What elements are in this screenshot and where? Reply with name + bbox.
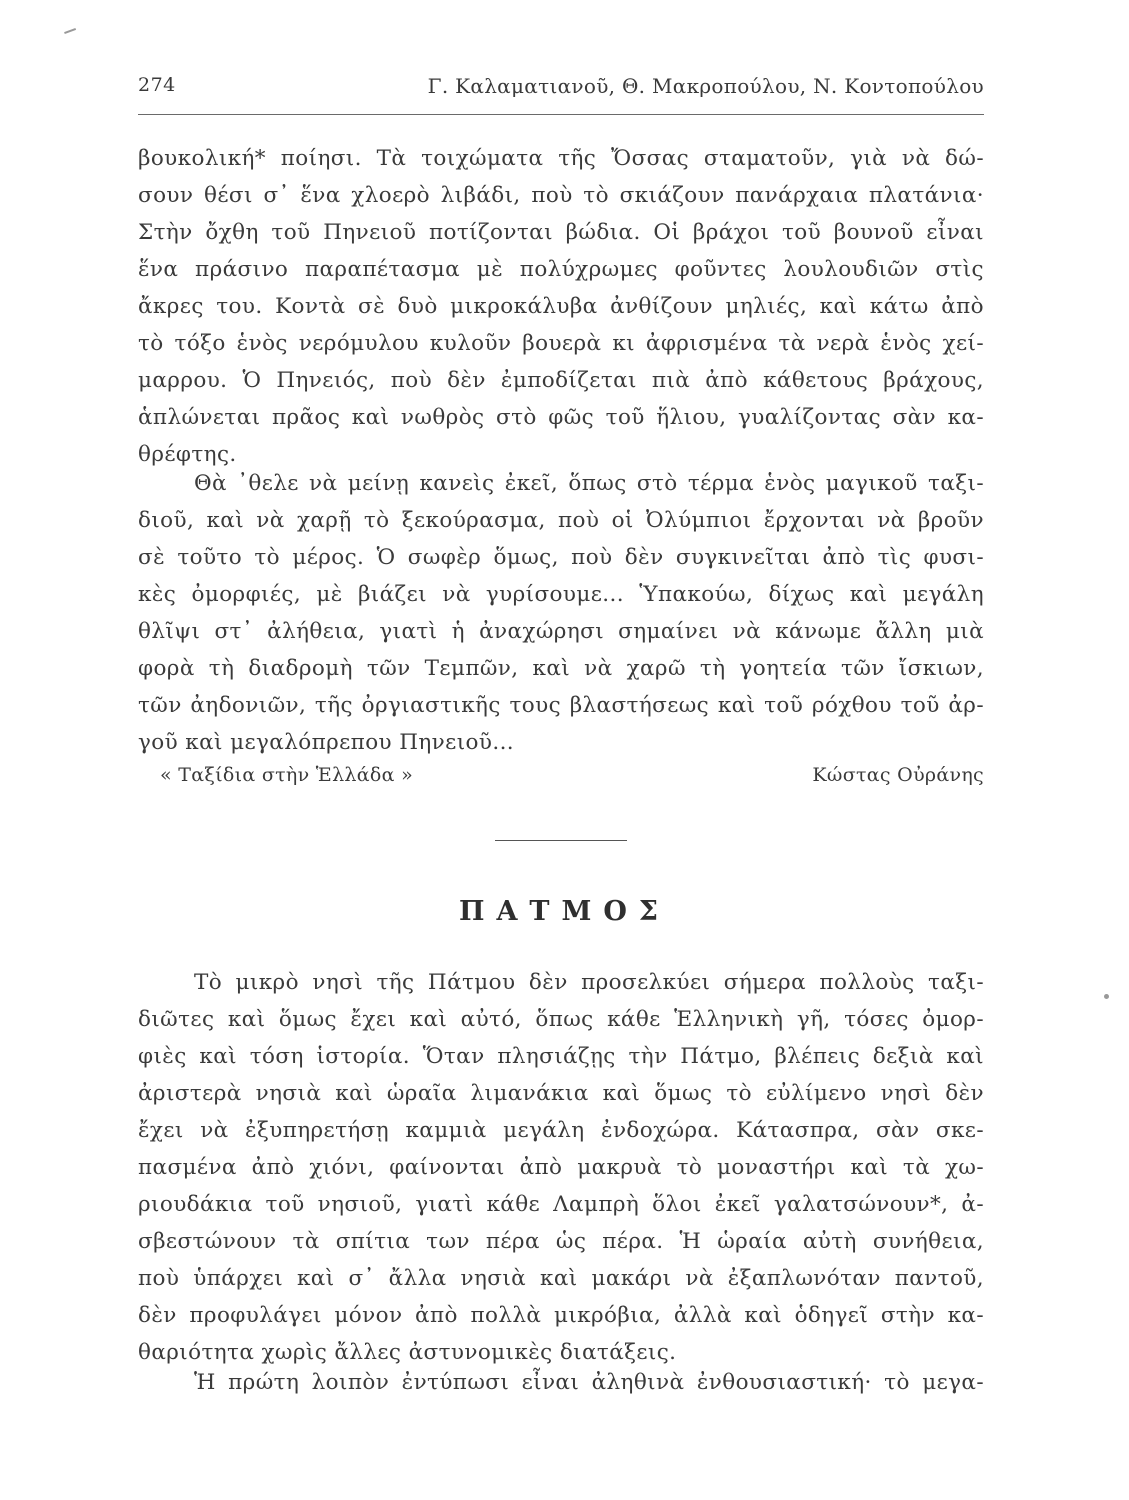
text-line: γοῦ καὶ μεγαλόπρεπου Πηνειοῦ... <box>138 730 515 755</box>
section-divider <box>495 840 627 841</box>
source-title: « Ταξίδια στὴν Ἑλλάδα » <box>160 764 414 786</box>
text-line: ἁπλώνεται πρᾶος καὶ νωθρὸς στὸ φῶς τοῦ ἥλιου, γυαλίζοντας σὰν κα- <box>138 405 984 430</box>
text-line: ριουδάκια τοῦ νησιοῦ, γιατὶ κάθε Λαμπρὴ ὅλοι ἐκεῖ γαλατσώνουν*, ἀ- <box>138 1192 984 1217</box>
scan-speck <box>1104 994 1109 999</box>
text-line: Στὴν ὄχθη τοῦ Πηνειοῦ ποτίζονται βώδια. Οἱ βράχοι τοῦ βουνοῦ εἶναι <box>138 220 984 245</box>
text-line: ποὺ ὑπάρχει καὶ σ᾽ ἄλλα νησιὰ καὶ μακάρι νὰ ἐξαπλωνόταν παντοῦ, <box>138 1266 984 1291</box>
text-line: θρέφτης. <box>138 442 237 467</box>
text-line: τὸ τόξο ἑνὸς νερόμυλου κυλοῦν βουερὰ κι ἀφρισμένα τὰ νερὰ ἑνὸς χεί- <box>138 331 984 356</box>
text-line: βουκολική* ποίησι. Τὰ τοιχώματα τῆς Ὄσσας σταματοῦν, γιὰ νὰ δώ- <box>138 146 984 171</box>
text-line: τῶν ἀηδονιῶν, τῆς ὀργιαστικῆς τους βλαστήσεως καὶ τοῦ ρόχθου τοῦ ἀρ- <box>138 693 984 718</box>
text-line: πασμένα ἀπὸ χιόνι, φαίνονται ἀπὸ μακρυὰ τὸ μοναστήρι καὶ τὰ χω- <box>138 1155 984 1180</box>
text-line: διοῦ, καὶ νὰ χαρῇ τὸ ξεκούρασμα, ποὺ οἱ Ὀλύμπιοι ἔρχονται νὰ βροῦν <box>138 508 984 533</box>
section-title: ΠΑΤΜΟΣ <box>458 896 671 927</box>
text-line: θαριότητα χωρὶς ἄλλες ἀστυνομικὲς διατάξεις. <box>138 1340 677 1365</box>
quote-attribution <box>160 764 984 798</box>
header-rule <box>138 114 984 115</box>
text-line: φορὰ τὴ διαδρομὴ τῶν Τεμπῶν, καὶ νὰ χαρῶ τὴ γοητεία τῶν ἴσκιων, <box>138 656 984 681</box>
section1-paragraph-2 <box>138 465 984 761</box>
text-line: μαρρου. Ὁ Πηνειός, ποὺ δὲν ἐμποδίζεται πιὰ ἀπὸ κάθετους βράχους, <box>138 368 984 393</box>
text-line: θλῖψι στ᾽ ἀλήθεια, γιατὶ ἡ ἀναχώρησι σημαίνει νὰ κάνωμε ἄλλη μιὰ <box>138 619 984 644</box>
text-line: Θὰ ᾽θελε νὰ μείνῃ κανεὶς ἐκεῖ, ὅπως στὸ τέρμα ἑνὸς μαγικοῦ ταξι- <box>194 471 984 496</box>
page-header <box>138 74 984 108</box>
text-line: ἔχει νὰ ἐξυπηρετήσῃ καμμιὰ μεγάλη ἐνδοχώρα. Κάτασπρα, σὰν σκε- <box>138 1118 984 1143</box>
text-line: Ἡ πρώτη λοιπὸν ἐντύπωσι εἶναι ἀληθινὰ ἐνθουσιαστική· τὸ μεγα- <box>194 1370 984 1395</box>
section2-paragraph-1 <box>138 964 984 1371</box>
page-number: 274 <box>138 74 176 96</box>
text-line: σβεστώνουν τὰ σπίτια των πέρα ὡς πέρα. Ἡ ὡραία αὐτὴ συνήθεια, <box>138 1229 984 1254</box>
text-line: ἄκρες του. Κοντὰ σὲ δυὸ μικροκάλυβα ἀνθίζουν μηλιές, καὶ κάτω ἀπὸ <box>138 294 984 319</box>
scan-speck <box>64 28 76 34</box>
text-line: ἀριστερὰ νησιὰ καὶ ὡραῖα λιμανάκια καὶ ὅμως τὸ εὐλίμενο νησὶ δὲν <box>138 1081 984 1106</box>
text-line: ἕνα πράσινο παραπέτασμα μὲ πολύχρωμες φοῦντες λουλουδιῶν στὶς <box>138 257 984 282</box>
section1-paragraph-1 <box>138 140 984 473</box>
text-line: σουν θέσι σ᾽ ἕνα χλοερὸ λιβάδι, ποὺ τὸ σκιάζουν πανάρχαια πλατάνια· <box>138 183 984 208</box>
running-head: Γ. Καλαματιανοῦ, Θ. Μακροπούλου, Ν. Κοντοπούλου <box>427 74 984 98</box>
text-line: κὲς ὀμορφιές, μὲ βιάζει νὰ γυρίσουμε... Ὑπακούω, δίχως καὶ μεγάλη <box>138 582 984 607</box>
text-line: δὲν προφυλάγει μόνον ἀπὸ πολλὰ μικρόβια, ἀλλὰ καὶ ὁδηγεῖ στὴν κα- <box>138 1303 984 1328</box>
author-name: Κώστας Οὐράνης <box>812 764 984 786</box>
section2-paragraph-2 <box>138 1364 984 1401</box>
text-line: διῶτες καὶ ὅμως ἔχει καὶ αὐτό, ὅπως κάθε Ἑλληνικὴ γῆ, τόσες ὀμορ- <box>138 1007 984 1032</box>
text-line: Τὸ μικρὸ νησὶ τῆς Πάτμου δὲν προσελκύει σήμερα πολλοὺς ταξι- <box>194 970 984 995</box>
text-line: σὲ τοῦτο τὸ μέρος. Ὁ σωφὲρ ὅμως, ποὺ δὲν συγκινεῖται ἀπὸ τὶς φυσι- <box>138 545 984 570</box>
text-line: φιὲς καὶ τόση ἱστορία. Ὅταν πλησιάζῃς τὴν Πάτμο, βλέπεις δεξιὰ καὶ <box>138 1044 984 1069</box>
